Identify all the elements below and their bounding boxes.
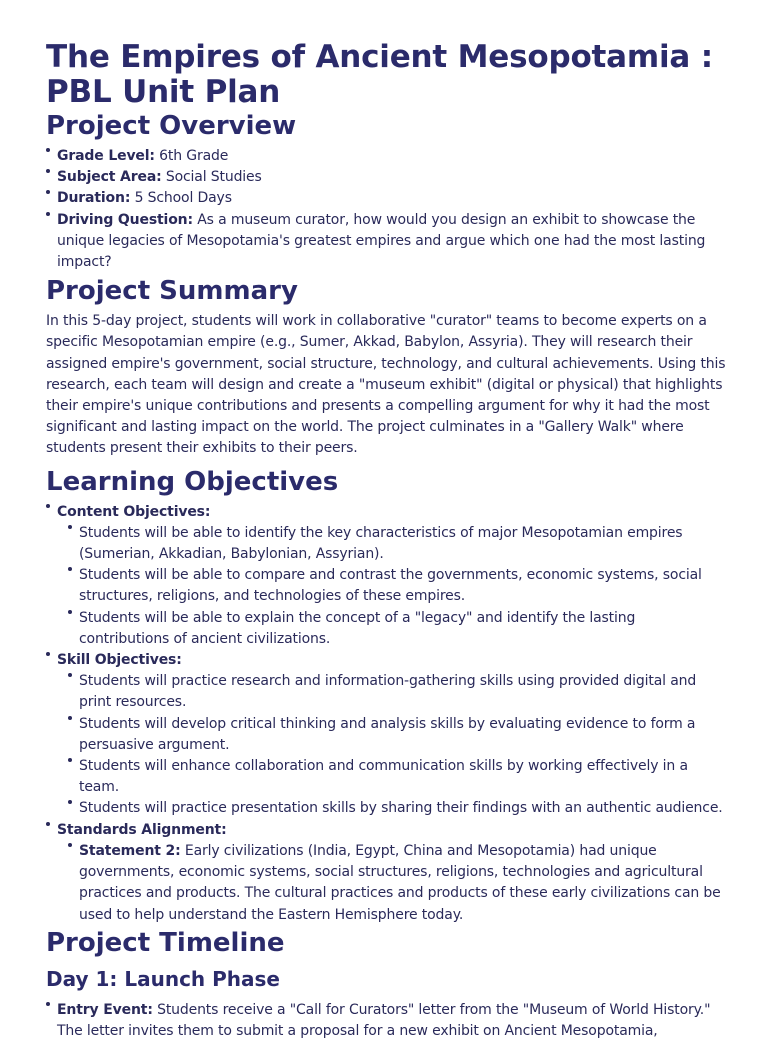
statement-label: Statement 2:: [79, 842, 181, 859]
list-item: [68, 565, 728, 607]
skill-objectives-list: [57, 671, 728, 819]
list-item: [68, 756, 728, 798]
bullet-icon: [68, 525, 72, 529]
item-text: Students will practice research and information-gathering skills using provided digital and print resources.: [79, 673, 697, 711]
bullet-icon: [46, 169, 50, 173]
list-item: [68, 523, 728, 565]
list-item: [68, 714, 728, 756]
entry-label: Entry Event:: [57, 1001, 153, 1018]
list-item: [46, 1000, 728, 1042]
objectives-heading: Learning Objectives: [46, 466, 339, 497]
item-text: Students will be able to compare and contrast the governments, economic systems, social structures, religions, and technologies of these empires.: [79, 567, 702, 605]
content-objectives-list: [57, 523, 728, 650]
item-text: Students will enhance collaboration and communication skills by working effectively in a team.: [79, 758, 688, 796]
bullet-icon: [46, 504, 50, 508]
bullet-icon: [68, 758, 72, 762]
bullet-icon: [68, 567, 72, 571]
statement-text: Early civilizations (India, Egypt, China and Mesopotamia) had unique governments, economic systems, social structures, religions, technologies and agricultural practices and products. The cultural practices and products of these early civilizations can be used to help understand the Eastern Hemisphere today.: [79, 842, 721, 923]
list-item: [68, 671, 728, 713]
list-item: [46, 146, 728, 167]
group-label: Skill Objectives:: [57, 652, 182, 669]
item-text: Students will be able to explain the concept of a "legacy" and identify the lasting contributions of ancient civilizations.: [79, 609, 636, 647]
item-label: Duration:: [57, 190, 131, 207]
item-text: Students will be able to identify the key characteristics of major Mesopotamian empires (Sumerian, Akkadian, Babylonian, Assyrian).: [79, 524, 683, 563]
bullet-icon: [46, 212, 50, 216]
bullet-icon: [68, 673, 72, 677]
objectives-list: [46, 502, 728, 926]
list-item: [46, 210, 728, 274]
overview-heading: Project Overview: [46, 111, 297, 141]
summary-heading: Project Summary: [46, 276, 298, 307]
bullet-icon: [46, 190, 50, 194]
list-item: [68, 798, 728, 819]
bullet-icon: [46, 1002, 50, 1006]
item-text: 5 School Days: [130, 190, 232, 207]
list-item: [68, 608, 728, 650]
bullet-icon: [46, 652, 50, 656]
timeline-heading: Project Timeline: [46, 927, 285, 958]
day1-list: [46, 1000, 728, 1042]
entry-text: Students receive a "Call for Curators" letter from the "Museum of World History." The letter invites them to submit a proposal for a new exhibit on Ancient Mesopotamia,: [57, 1001, 711, 1039]
bullet-icon: [68, 610, 72, 614]
item-text: Students will practice presentation skills by sharing their findings with an authentic audience.: [79, 800, 723, 817]
page-title: The Empires of Ancient Mesopotamia : PBL Unit Plan: [46, 39, 713, 110]
item-label: Subject Area:: [57, 169, 162, 186]
item-text: As a museum curator, how would you design an exhibit to showcase the unique legacies of Mesopotamia's greatest empires and argue which one had the most lasting impact?: [57, 211, 706, 271]
item-text: 6th Grade: [154, 148, 229, 164]
list-item: [46, 167, 728, 188]
bullet-icon: [68, 843, 72, 847]
item-label: Driving Question:: [57, 211, 193, 228]
bullet-icon: [46, 148, 50, 152]
item-text: Students will develop critical thinking and analysis skills by evaluating evidence to form a persuasive argument.: [79, 715, 696, 753]
standards-list: [57, 841, 728, 926]
list-item: [46, 188, 728, 209]
bullet-icon: [68, 716, 72, 720]
item-label: Grade Level:: [57, 148, 155, 164]
group-label: Content Objectives:: [57, 503, 211, 520]
day1-heading: Day 1: Launch Phase: [46, 966, 280, 991]
bullet-icon: [68, 800, 72, 804]
list-item: [68, 841, 728, 926]
overview-list: [46, 146, 728, 273]
bullet-icon: [46, 822, 50, 826]
summary-paragraph: In this 5-day project, students will work in collaborative "curator" teams to become experts on a specific Mesopotamian empire (e.g., Sumer, Akkad, Babylon, Assyria). They will research their assigned empire's government, social structure, technology, and cultural achievements. Using this research, each team will design and create a "museum exhibit" (digital or physical) that highlights their empire's unique contributions and presents a compelling argument for why it had the most significant and lasting impact on the world. The project culminates in a "Gallery Walk" where students present their exhibits to their peers.: [46, 313, 726, 457]
objective-group: [46, 650, 728, 820]
group-label: Standards Alignment:: [57, 821, 227, 838]
item-text: Social Studies: [161, 169, 262, 186]
objective-group: [46, 502, 728, 650]
objective-group: [46, 820, 728, 926]
